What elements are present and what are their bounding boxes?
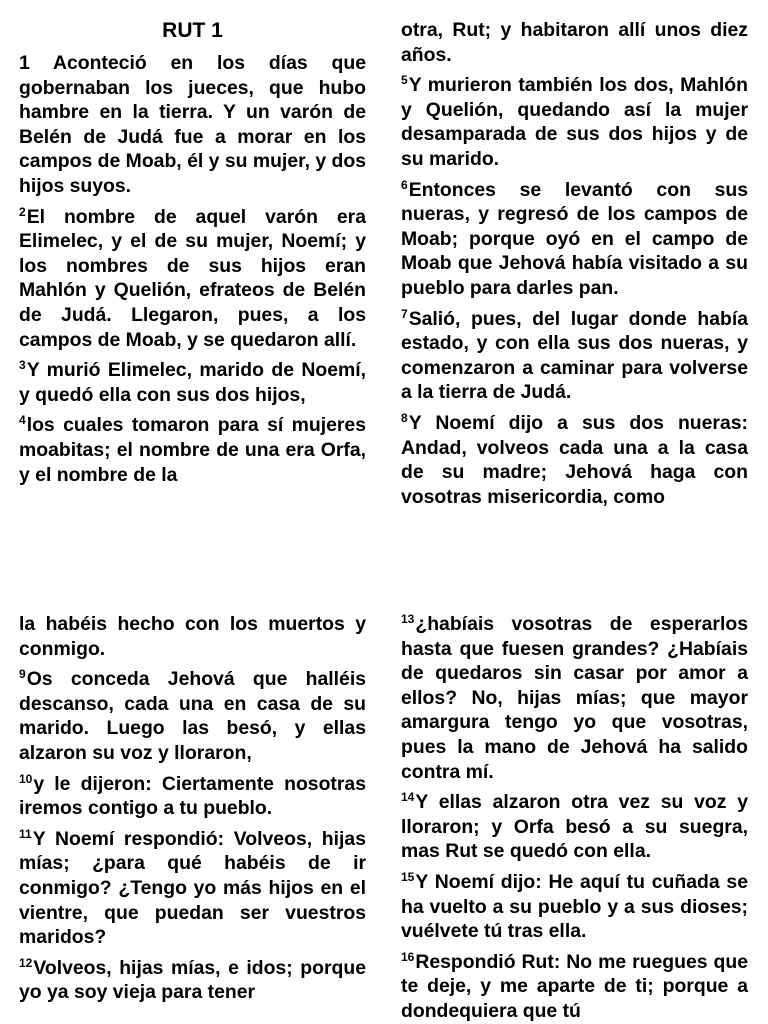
- verse-15: [401, 870, 748, 944]
- verse-text: Y Noemí dijo: He aquí tu cuñada se ha vuelto a su pueblo y a sus dioses; vuélvete tú tras ella.: [401, 870, 748, 943]
- verse-text: El nombre de aquel varón era Elimelec, y el de su mujer, Noemí; y los nombres de sus hijos eran Mahlón y Quelión, efrateos de Belén de Judá. Llegaron, pues, a los campos de Moab, y se quedaron allí.: [19, 205, 366, 351]
- verse-number: 2: [19, 204, 26, 219]
- verse-number: 14: [401, 790, 415, 805]
- verse-text: los cuales tomaron para sí mujeres moabitas; el nombre de una era Orfa, y el nombre de la: [19, 414, 366, 486]
- verse-number: 13: [401, 612, 415, 626]
- verse-number: 6: [401, 177, 408, 192]
- verse-number: 4: [19, 413, 26, 428]
- verse-number: 1: [19, 52, 30, 74]
- verse-12: [19, 956, 366, 1005]
- verse-text: Y ellas alzaron otra vez su voz y lloraron; y Orfa besó a su suegra, mas Rut se quedó con ella.: [401, 791, 748, 863]
- verse-9: [19, 667, 366, 765]
- page-2-left-column: [19, 612, 366, 1011]
- chapter-title: RUT 1: [162, 19, 223, 42]
- verse-number: 3: [19, 358, 26, 373]
- verse-text: otra, Rut; y habitaron allí unos diez años.: [401, 19, 748, 66]
- verse-text: y le dijeron: Ciertamente nosotras iremos contigo a tu pueblo.: [19, 772, 366, 820]
- verse-13: [401, 612, 748, 784]
- verse-16: [401, 950, 748, 1024]
- verse-number: 7: [401, 306, 408, 321]
- verse-text: la habéis hecho con los muertos y conmigo.: [19, 613, 366, 660]
- verse-text: Y Noemí respondió: Volveos, hijas mías; ¿para qué habéis de ir conmigo? ¿Tengo yo más hijos en el vientre, que puedan ser vuestros maridos?: [19, 827, 366, 949]
- verse-10: [19, 772, 366, 821]
- verse-number: 15: [401, 869, 415, 884]
- verse-14: [401, 790, 748, 864]
- verse-text: Volveos, hijas mías, e idos; porque yo ya soy vieja para tener: [19, 956, 366, 1004]
- verse-text: Y murió Elimelec, marido de Noemí, y quedó ella con sus dos hijos,: [19, 359, 366, 406]
- verse-number: 11: [19, 826, 32, 841]
- verse-number: 5: [401, 73, 408, 88]
- verse-text: Y Noemí dijo a sus dos nueras: Andad, volveos cada una a la casa de su madre; Jehová haga con vosotras misericordia, como: [401, 411, 748, 508]
- verse-text: ¿habíais vosotras de esperarlos hasta que fuesen grandes? ¿Habíais de quedaros sin casar por amor a ellos? No, hijas mías; que mayor amargura tengo yo que vosotras, pues la mano de Jehová ha salido contra mí.: [401, 613, 748, 783]
- verse-number: 9: [19, 667, 26, 682]
- verse-text: Aconteció en los días que gobernaban los jueces, que hubo hambre en la tierra. Y un varón de Belén de Judá fue a morar en los campos de Moab, él y su mujer, y dos hijos suyos.: [19, 52, 367, 197]
- verse-number: 16: [401, 949, 415, 964]
- verse-number: 8: [401, 410, 408, 425]
- verse-11: [19, 827, 366, 950]
- verse-text: Salió, pues, del lugar donde había estado, y con ella sus dos nueras, y comenzaron a caminar para volverse a la tierra de Judá.: [401, 307, 748, 404]
- verse-number: 12: [19, 955, 33, 970]
- verse-number: 10: [19, 771, 33, 786]
- verse-text: Respondió Rut: No me ruegues que te deje, y me aparte de ti; porque a dondequiera que tú: [401, 950, 748, 1022]
- verse-text: Y murieron también los dos, Mahlón y Quelión, quedando así la mujer desamparada de sus dos hijos y de su marido.: [401, 74, 748, 170]
- verse-text: Entonces se levantó con sus nueras, y regresó de los campos de Moab; porque oyó en el campo de Moab que Jehová había visitado a su pueblo para darles pan.: [401, 178, 748, 299]
- verse-8-continued: [19, 612, 366, 661]
- verse-text: Os conceda Jehová que halléis descanso, cada una en casa de su marido. Luego las besó, y ellas alzaron su voz y lloraron,: [19, 668, 366, 764]
- page-2-right-column: [401, 612, 748, 1024]
